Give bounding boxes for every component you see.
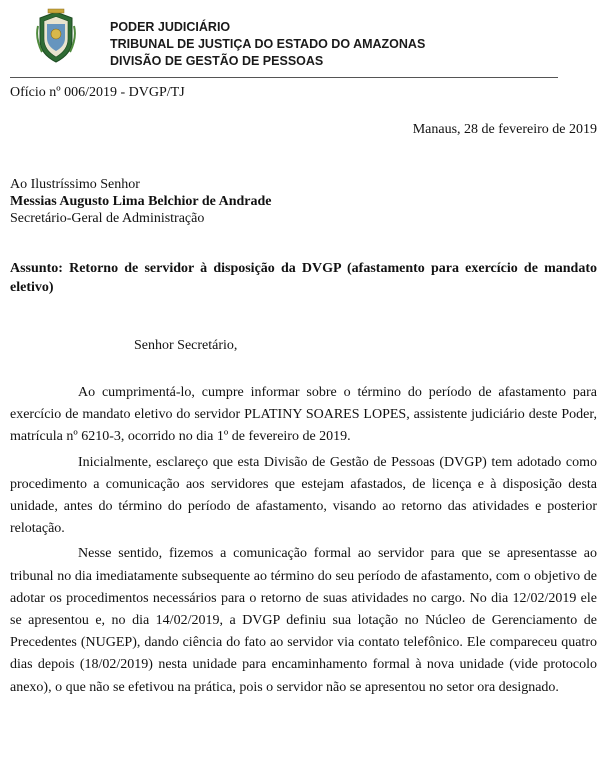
- letterhead-line-court: TRIBUNAL DE JUSTIÇA DO ESTADO DO AMAZONAS: [110, 37, 426, 51]
- body-paragraph: Nesse sentido, fizemos a comunicação formal ao servidor para que se apresentasse ao tribunal no dia imediatamente subsequente ao término do seu período de afastamento, com o objetivo de adotar os procedimentos necessários para o retorno de suas atividades no cargo. No dia 12/02/2019 ele se apresentou e, no dia 14/02/2019, a DVGP definiu sua lotação no Núcleo de Gerenciamento de Precedentes (NUGEP), dando ciência do fato ao servidor via contato telefônico. Ele compareceu quatro dias depois (18/02/2019) nesta unidade para encaminhamento formal à nova unidade (vide protocolo anexo), o que não se efetivou na prática, pois o servidor não se apresentou no setor ora designado.: [10, 546, 597, 695]
- office-number: Ofício nº 006/2019 - DVGP/TJ: [10, 85, 185, 100]
- subject-line: Assunto: Retorno de servidor à disposição da DVGP (afastamento para exercício de mandato eletivo): [10, 261, 597, 295]
- addressee-name: Messias Augusto Lima Belchior de Andrade: [10, 194, 272, 209]
- letterhead-line-division: DIVISÃO DE GESTÃO DE PESSOAS: [110, 54, 324, 68]
- header-divider: [10, 77, 558, 78]
- salutation: Senhor Secretário,: [134, 338, 238, 353]
- coat-of-arms-icon: [34, 8, 78, 66]
- body-paragraph: Inicialmente, esclareço que esta Divisão de Gestão de Pessoas (DVGP) tem adotado como procedimento a comunicação aos servidores que estejam afastados, de licença e à disposição desta unidade, antes do término do período de afastamento, visando ao retorno das atividades e posterior relotação.: [10, 454, 597, 537]
- letterhead-line-judiciary: PODER JUDICIÁRIO: [110, 20, 231, 34]
- addressee-block: [10, 176, 272, 227]
- addressee-greeting: Ao Ilustríssimo Senhor: [10, 177, 140, 192]
- addressee-role: Secretário-Geral de Administração: [10, 211, 205, 226]
- letterhead: [110, 19, 425, 70]
- letter-body: [10, 382, 597, 699]
- dateline: Manaus, 28 de fevereiro de 2019: [412, 122, 597, 137]
- body-paragraph: Ao cumprimentá-lo, cumpre informar sobre o término do período de afastamento para exercício de mandato eletivo do servidor PLATINY SOARES LOPES, assistente judiciário deste Poder, matrícula nº 6210-3, ocorrido no dia 1º de fevereiro de 2019.: [10, 385, 597, 445]
